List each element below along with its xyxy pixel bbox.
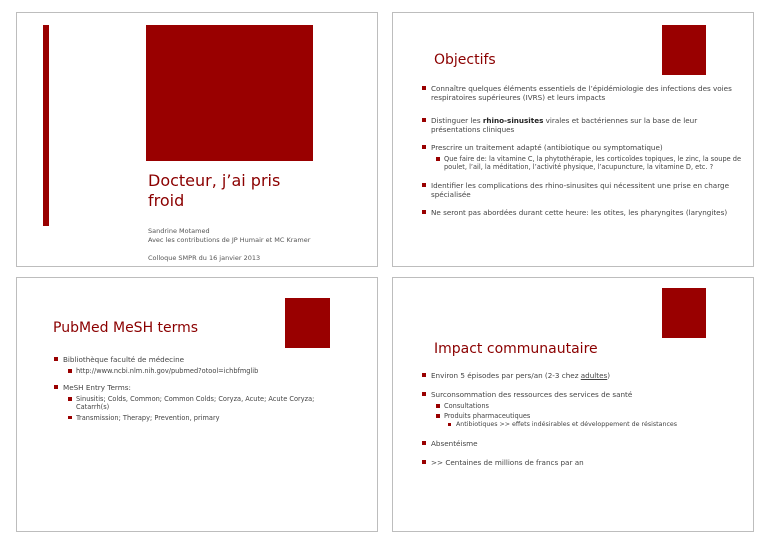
slide-objectifs[interactable] xyxy=(392,12,754,267)
list-item xyxy=(53,355,343,375)
list-item-text: Environ 5 épisodes par pers/an (2-3 chez xyxy=(431,371,581,380)
contributors: Avec les contributions de JP Humair et MC Kramer xyxy=(148,236,311,244)
underlined-text: adultes xyxy=(580,371,608,380)
slide-title: PubMed MeSH terms xyxy=(53,320,199,336)
list-item xyxy=(53,383,343,422)
list-item-text: >> Centaines de millions de francs par an xyxy=(431,458,584,468)
sub-list-item: Que faire de: la vitamine C, la phytothérapie, les corticoïdes topiques, le zinc, la soupe de poulet, l’ail, la méditation, l’activité physique, l’acupuncture, la vitamine D, etc. ? xyxy=(435,155,746,171)
decorative-square xyxy=(285,298,330,348)
list-item xyxy=(421,458,741,467)
list-item xyxy=(421,116,746,134)
list-item xyxy=(421,143,746,171)
list-item-text: Ne seront pas abordées durant cette heure: les otites, les pharyngites (laryngites) xyxy=(431,208,728,218)
bullet-list xyxy=(421,84,746,217)
decorative-block xyxy=(146,25,313,161)
list-item-text: Identifier les complications des rhino-sinusites qui nécessitent une prise en charge spécialisée xyxy=(431,181,730,200)
sub-sub-list-item: Antibiotiques >> effets indésirables et développement de résistances xyxy=(448,421,741,429)
presentation-title: Docteur, j’ai pris froid xyxy=(148,171,281,210)
list-item xyxy=(421,390,741,429)
sub-list-item xyxy=(435,412,741,429)
emphasis-text: rhino-sinusites xyxy=(482,116,544,125)
sub-list-item-text: Produits pharmaceutiques xyxy=(444,412,531,421)
slide-pubmed[interactable] xyxy=(16,277,378,532)
decorative-square xyxy=(662,25,706,75)
pubmed-link[interactable]: http://www.ncbi.nlm.nih.gov/pubmed?otool=ichbfmglib xyxy=(67,367,343,375)
author-block xyxy=(148,227,310,245)
author-name: Sandrine Motamed xyxy=(148,227,210,235)
list-item-text: Surconsommation des ressources des services de santé xyxy=(431,390,633,399)
slide-impact[interactable] xyxy=(392,277,754,532)
bullet-list xyxy=(53,355,343,422)
list-item-text: Distinguer les xyxy=(431,116,483,125)
bullet-list xyxy=(421,371,741,467)
decorative-bar xyxy=(43,25,49,226)
slide-title[interactable] xyxy=(16,12,378,267)
slide-title: Impact communautaire xyxy=(434,341,598,357)
list-item-text: MeSH Entry Terms: xyxy=(63,383,131,393)
list-item-text: Absentéisme xyxy=(431,439,478,449)
list-item-text: Bibliothèque faculté de médecine xyxy=(63,355,185,364)
list-item-text: Connaître quelques éléments essentiels de l’épidémiologie des infections des voies respiratoires supérieures (IVRS) et leurs impacts xyxy=(431,84,732,102)
list-item xyxy=(421,371,741,380)
sub-list-item: Sinusitis; Colds, Common; Common Colds; Coryza, Acute; Acute Coryza; Catarrh(s) xyxy=(67,395,343,411)
sub-list-item: Consultations xyxy=(435,402,741,410)
list-item xyxy=(421,439,741,448)
slide-title: Objectifs xyxy=(434,52,496,68)
sub-list-item: Transmission; Therapy; Prevention, primary xyxy=(67,414,343,422)
list-item-text: Prescrire un traitement adapté (antibiotique ou symptomatique) xyxy=(431,143,663,152)
list-item xyxy=(421,181,746,199)
list-item-text: ) xyxy=(607,371,611,380)
list-item xyxy=(421,84,746,102)
list-item-text: virales et bactériennes sur la base de leur présentations cliniques xyxy=(431,116,698,134)
decorative-square xyxy=(662,288,706,338)
event-info: Colloque SMPR du 16 janvier 2013 xyxy=(148,254,261,262)
list-item xyxy=(421,208,746,217)
